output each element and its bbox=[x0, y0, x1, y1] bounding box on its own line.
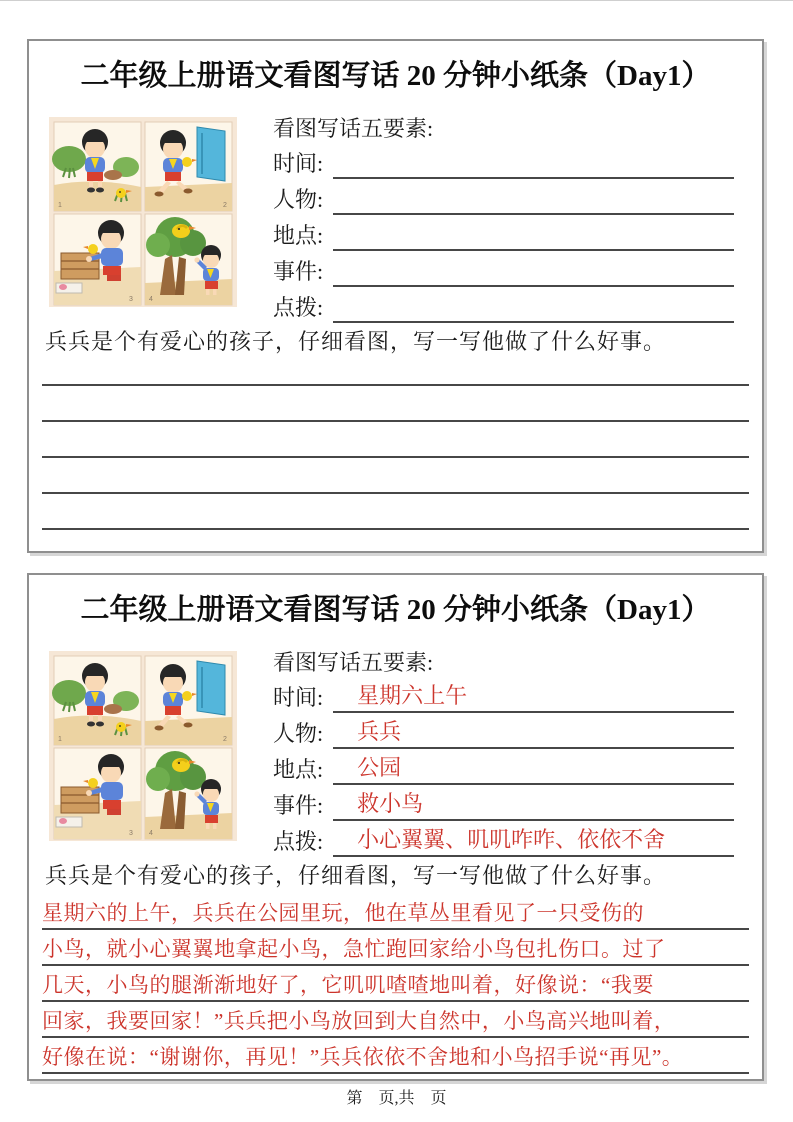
field-answer-line bbox=[333, 785, 734, 821]
field-blank-line bbox=[333, 179, 734, 215]
field-label-time: 时间: bbox=[273, 685, 324, 710]
field-row-hint bbox=[273, 287, 734, 323]
field-value-event: 救小鸟 bbox=[357, 791, 424, 816]
five-elements-fields bbox=[273, 115, 734, 323]
field-label-hint: 点拨: bbox=[273, 295, 324, 320]
five-elements-fields bbox=[273, 649, 734, 857]
answer-line: 回家，我要回家！”兵兵把小鸟放回到大自然中，小鸟高兴地叫着， bbox=[42, 1002, 749, 1038]
field-row-place bbox=[273, 749, 734, 785]
blank-writing-line bbox=[42, 494, 749, 530]
field-blank-line bbox=[333, 287, 734, 323]
field-label-person: 人物: bbox=[273, 187, 324, 212]
worksheet-title: 二年级上册语文看图写话 20 分钟小纸条（Day1） bbox=[80, 60, 711, 92]
prompt-text: 兵兵是个有爱心的孩子，仔细看图，写一写他做了什么好事。 bbox=[45, 329, 667, 354]
field-row-hint bbox=[273, 821, 734, 857]
comic-strip-svg bbox=[49, 117, 237, 307]
comic-strip-svg bbox=[49, 651, 237, 841]
answer-line: 星期六的上午，兵兵在公园里玩，他在草丛里看见了一只受伤的 bbox=[42, 894, 749, 930]
comic-strip-image bbox=[49, 651, 237, 841]
blank-writing-line bbox=[42, 458, 749, 494]
five-elements-heading: 看图写话五要素: bbox=[273, 650, 434, 675]
field-row-place bbox=[273, 215, 734, 251]
worksheet-title: 二年级上册语文看图写话 20 分钟小纸条（Day1） bbox=[80, 594, 711, 626]
field-label-hint: 点拨: bbox=[273, 829, 324, 854]
field-blank-line bbox=[333, 251, 734, 287]
field-row-event bbox=[273, 251, 734, 287]
field-row-person bbox=[273, 713, 734, 749]
answer-line: 小鸟，就小心翼翼地拿起小鸟，急忙跑回家给小鸟包扎伤口。过了 bbox=[42, 930, 749, 966]
answer-line: 几天，小鸟的腿渐渐地好了，它叽叽喳喳地叫着，好像说：“我要 bbox=[42, 966, 749, 1002]
field-value-hint: 小心翼翼、叽叽咋咋、依依不舍 bbox=[357, 827, 666, 852]
blank-writing-line bbox=[42, 386, 749, 422]
field-answer-line bbox=[333, 749, 734, 785]
field-blank-line bbox=[333, 143, 734, 179]
worksheet-section-filled bbox=[27, 573, 764, 1081]
field-value-person: 兵兵 bbox=[357, 719, 402, 744]
field-label-place: 地点: bbox=[273, 757, 324, 782]
five-elements-heading: 看图写话五要素: bbox=[273, 116, 434, 141]
field-value-time: 星期六上午 bbox=[357, 683, 468, 708]
field-blank-line bbox=[333, 215, 734, 251]
answer-line: 好像在说：“谢谢你，再见！”兵兵依依不舍地和小鸟招手说“再见”。 bbox=[42, 1038, 749, 1074]
field-answer-line bbox=[333, 677, 734, 713]
worksheet-section-blank bbox=[27, 39, 764, 553]
field-row-time bbox=[273, 143, 734, 179]
comic-strip-image bbox=[49, 117, 237, 307]
writing-lines-area bbox=[42, 350, 749, 530]
field-value-place: 公园 bbox=[357, 755, 402, 780]
field-label-event: 事件: bbox=[273, 793, 324, 818]
field-label-place: 地点: bbox=[273, 223, 324, 248]
blank-writing-line bbox=[42, 350, 749, 386]
field-row-person bbox=[273, 179, 734, 215]
field-row-time bbox=[273, 677, 734, 713]
blank-writing-line bbox=[42, 422, 749, 458]
field-row-event bbox=[273, 785, 734, 821]
field-answer-line bbox=[333, 821, 734, 857]
field-label-event: 事件: bbox=[273, 259, 324, 284]
field-label-person: 人物: bbox=[273, 721, 324, 746]
prompt-text: 兵兵是个有爱心的孩子，仔细看图，写一写他做了什么好事。 bbox=[45, 863, 667, 888]
field-label-time: 时间: bbox=[273, 151, 324, 176]
answer-lines-area bbox=[42, 894, 749, 1074]
page-footer: 第 页,共 页 bbox=[346, 1090, 447, 1107]
field-answer-line bbox=[333, 713, 734, 749]
